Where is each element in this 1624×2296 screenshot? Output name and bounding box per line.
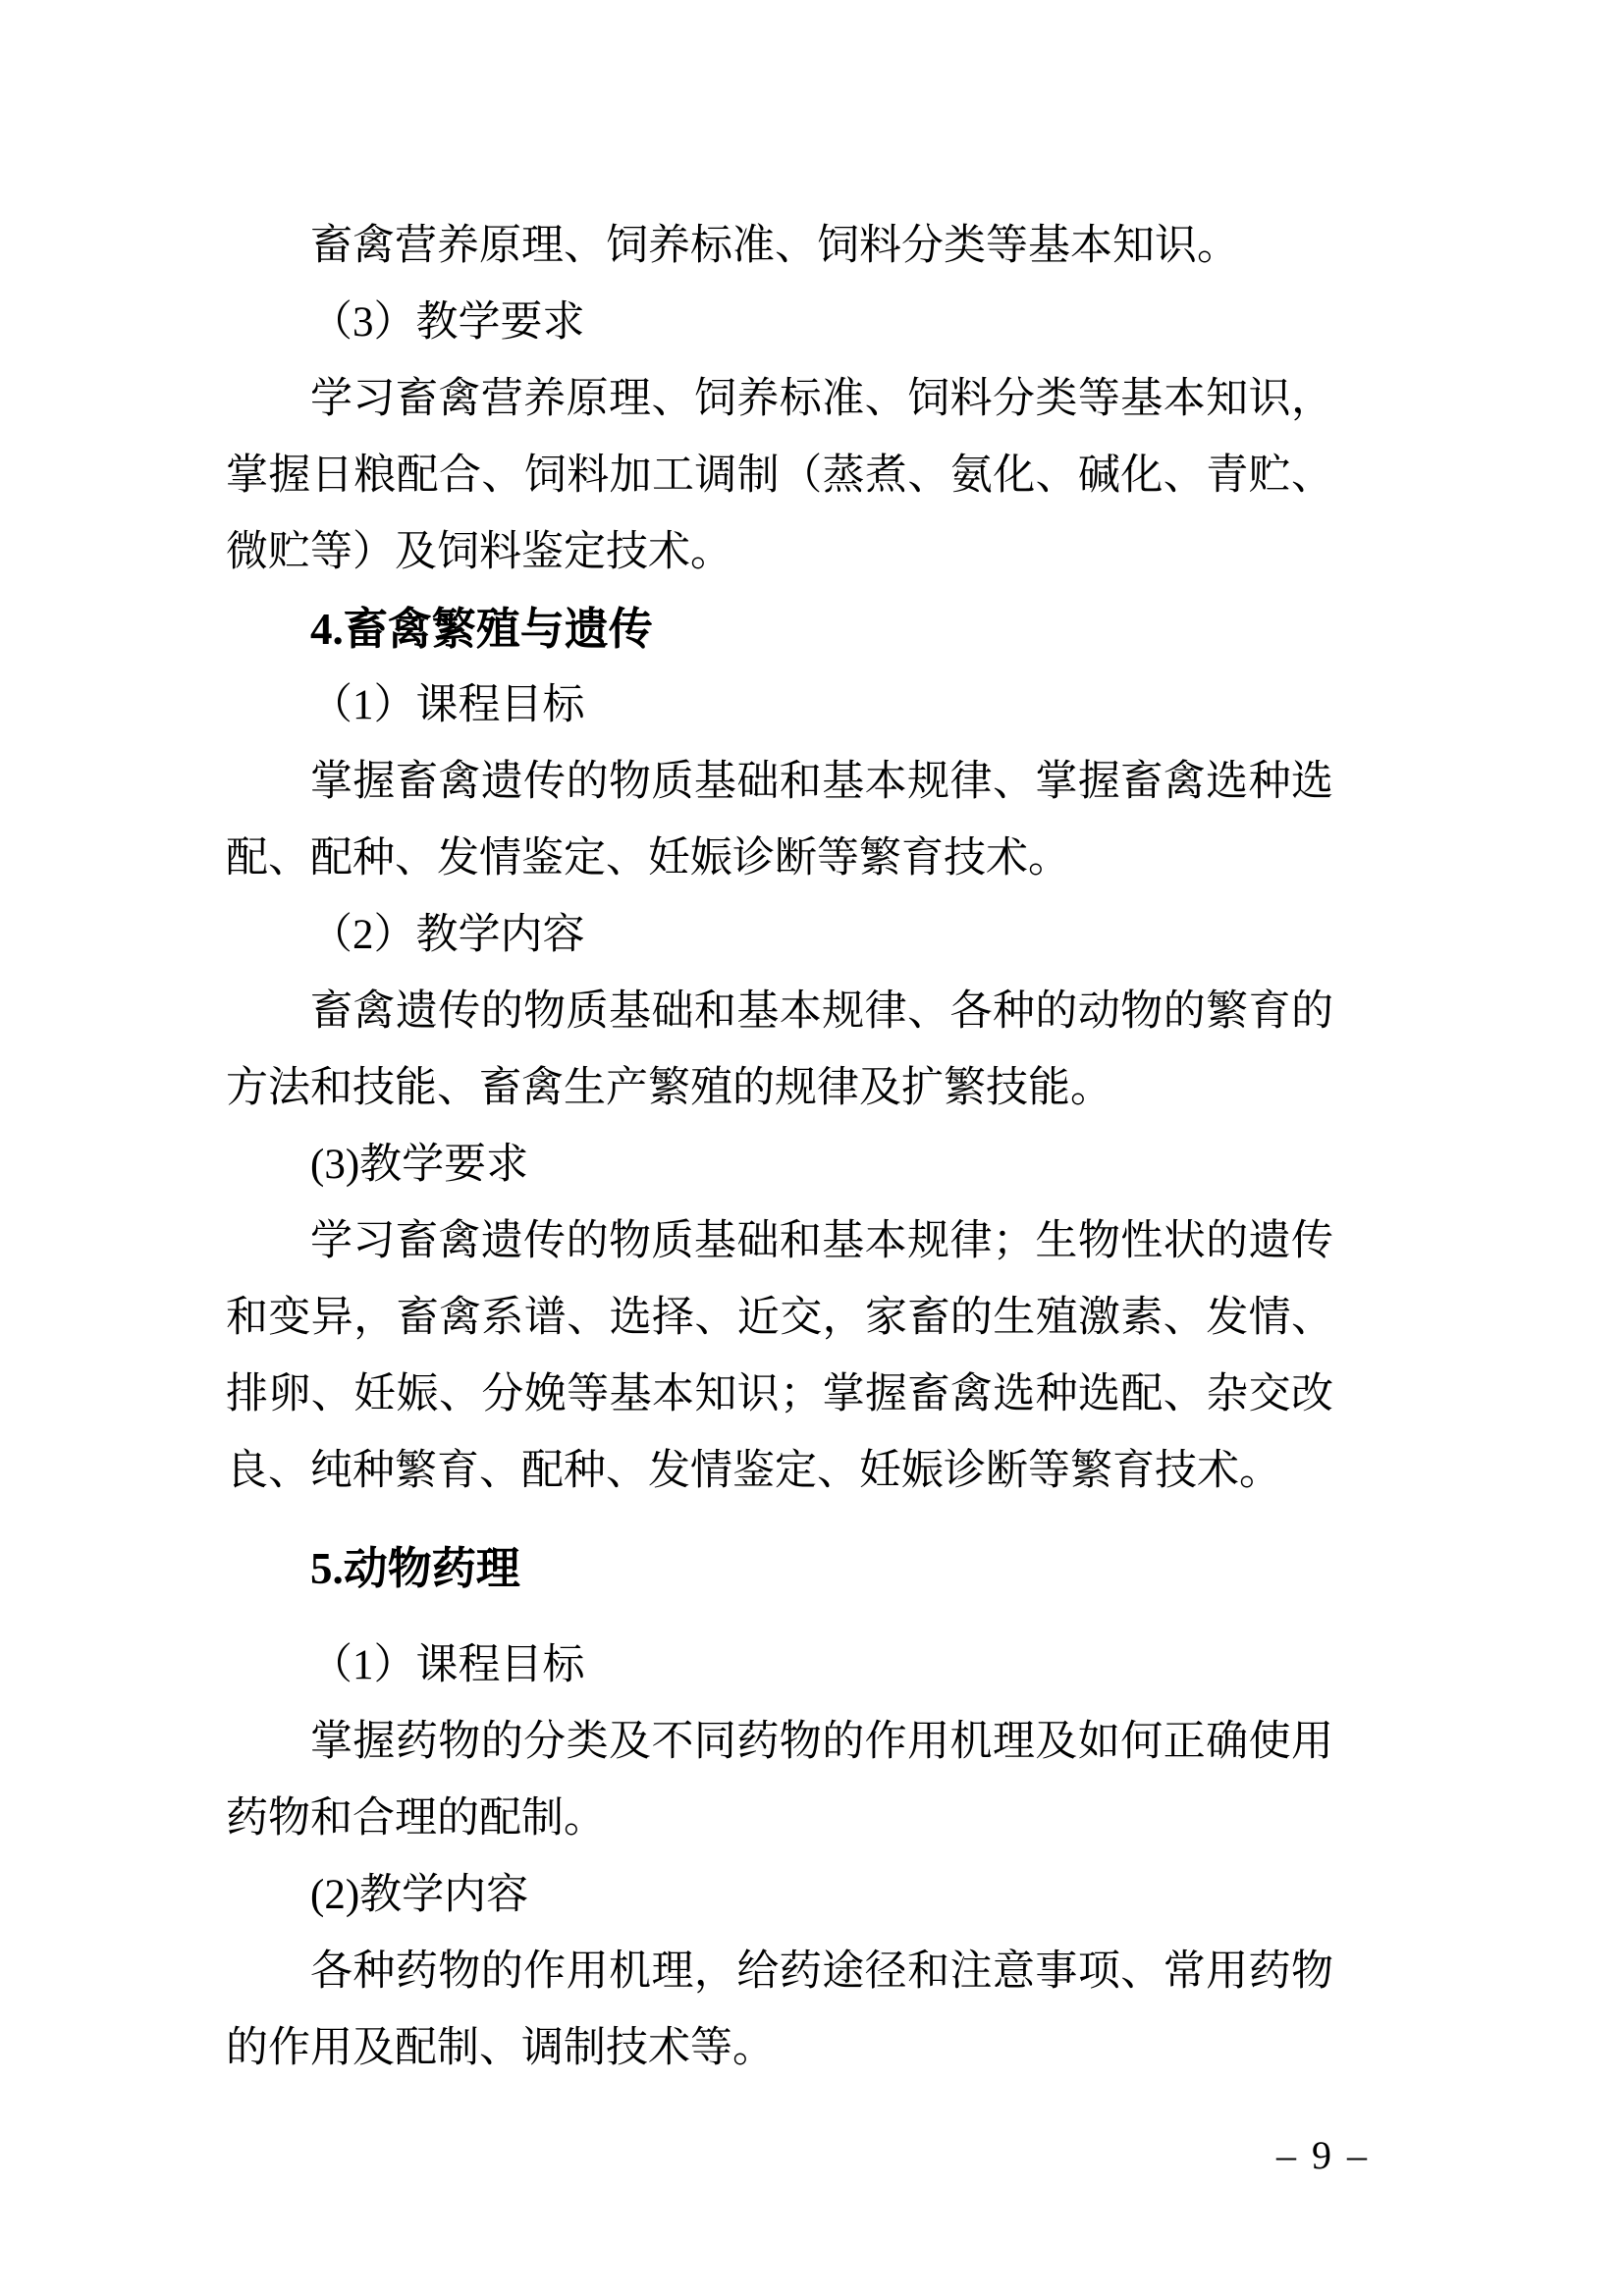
section-heading: 4.畜禽繁殖与遗传 xyxy=(310,605,653,654)
text-line: 方法和技能、畜禽生产繁殖的规律及扩繁技能。 xyxy=(226,1065,1112,1111)
text-line: 配、配种、发情鉴定、妊娠诊断等繁育技术。 xyxy=(226,835,1070,881)
text-line: 和变异，畜禽系谱、选择、近交，家畜的生殖激素、发情、 xyxy=(226,1295,1333,1341)
text-line: （1）课程目标 xyxy=(310,1642,585,1688)
text-line: 畜禽遗传的物质基础和基本规律、各种的动物的繁育的 xyxy=(310,988,1333,1035)
text-line: （2）教学内容 xyxy=(310,912,585,958)
text-line: 掌握日粮配合、饲料加工调制（蒸煮、氨化、碱化、青贮、 xyxy=(226,453,1333,499)
text-line: 各种药物的作用机理，给药途径和注意事项、常用药物 xyxy=(310,1949,1333,1995)
text-line: （1）课程目标 xyxy=(310,682,585,728)
text-line: 掌握畜禽遗传的物质基础和基本规律、掌握畜禽选种选 xyxy=(310,759,1333,805)
text-line: 的作用及配制、调制技术等。 xyxy=(226,2025,775,2071)
text-line: 药物和合理的配制。 xyxy=(226,1795,606,1842)
text-line: (3)教学要求 xyxy=(310,1142,529,1188)
text-line: （3）教学要求 xyxy=(310,299,585,346)
text-line: 学习畜禽营养原理、饲养标准、饲料分类等基本知识， xyxy=(310,376,1333,422)
text-line: 排卵、妊娠、分娩等基本知识；掌握畜禽选种选配、杂交改 xyxy=(226,1371,1333,1417)
text-line: 学习畜禽遗传的物质基础和基本规律；生物性状的遗传 xyxy=(310,1218,1333,1264)
page-number: – 9 – xyxy=(1276,2133,1370,2177)
text-line: 微贮等）及饲料鉴定技术。 xyxy=(226,529,732,575)
text-line: 良、纯种繁育、配种、发情鉴定、妊娠诊断等繁育技术。 xyxy=(226,1448,1281,1494)
text-line: 掌握药物的分类及不同药物的作用机理及如何正确使用 xyxy=(310,1719,1333,1765)
text-line: (2)教学内容 xyxy=(310,1872,529,1918)
section-heading: 5.动物药理 xyxy=(310,1544,520,1593)
text-line: 畜禽营养原理、饲养标准、饲料分类等基本知识。 xyxy=(310,223,1239,269)
